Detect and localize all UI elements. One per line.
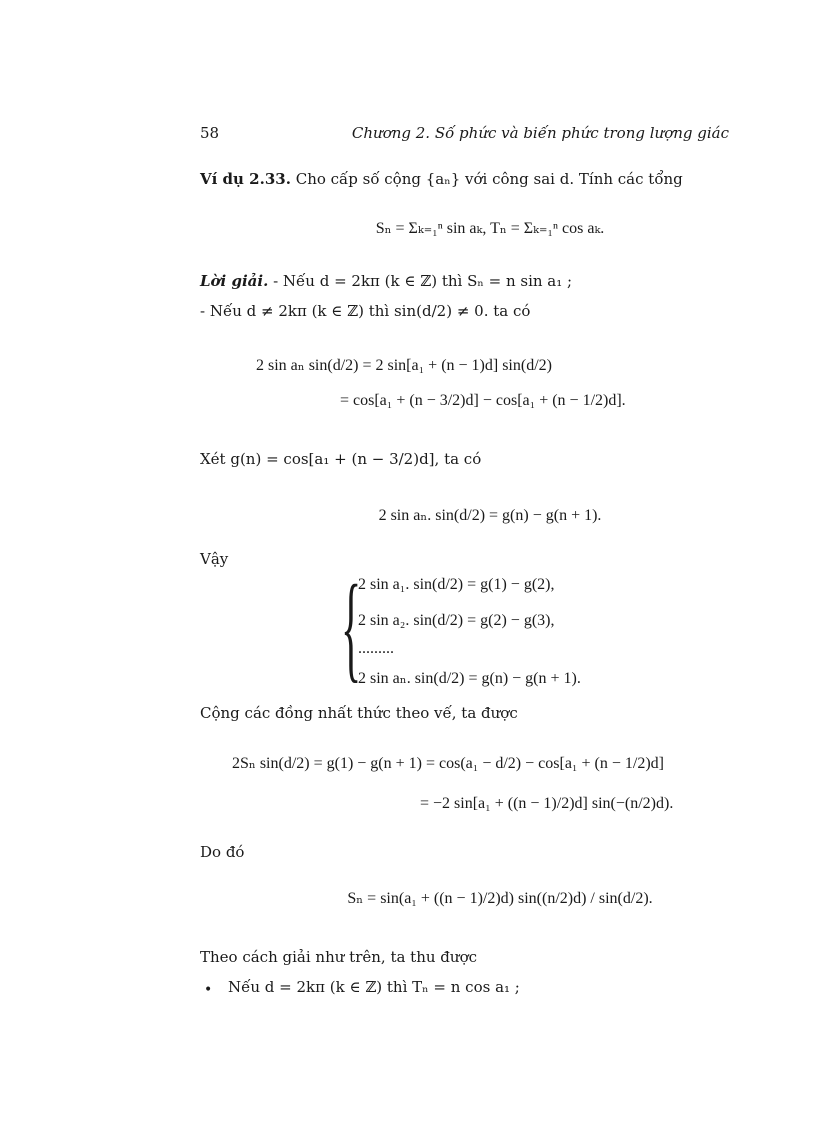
bullet-icon: •: [204, 982, 213, 998]
page-number: 58: [200, 124, 220, 142]
system-line-2: 2 sin a₂. sin(d/2) = g(2) − g(3),: [358, 612, 555, 629]
define-g: Xét g(n) = cos[a₁ + (n − 3/2)d], ta có: [200, 450, 482, 468]
example-text: Cho cấp số cộng {aₙ} với công sai d. Tính các tổng: [295, 170, 683, 188]
sum-text: Cộng các đồng nhất thức theo vế, ta được: [200, 704, 518, 722]
equation-3-line-2: = −2 sin[a₁ + ((n − 1)/2)d] sin(−(n/2)d).: [420, 795, 674, 812]
equation-2: 2 sin aₙ. sin(d/2) = g(n) − g(n + 1).: [378, 507, 602, 524]
system-line-3: .........: [358, 640, 394, 657]
solution-label: Lời giải.: [200, 272, 269, 290]
equation-1-line-2: = cos[a₁ + (n − 3/2)d] − cos[a₁ + (n − 1/2)d].: [340, 392, 626, 409]
system-line-4: 2 sin aₙ. sin(d/2) = g(n) − g(n + 1).: [358, 670, 581, 687]
equation-3-line-1: 2Sₙ sin(d/2) = g(1) − g(n + 1) = cos(a₁ − d/2) − cos[a₁ + (n − 1/2)d]: [232, 755, 664, 772]
equation-4: Sₙ = sin(a₁ + ((n − 1)/2)d) sin((n/2)d) / sin(d/2).: [347, 890, 653, 907]
solution-case-2: - Nếu d ≠ 2kπ (k ∈ ℤ) thì sin(d/2) ≠ 0. ta có: [200, 302, 531, 320]
vay-label: Vậy: [200, 550, 229, 568]
equation-1-line-1: 2 sin aₙ sin(d/2) = 2 sin[a₁ + (n − 1)d] sin(d/2): [256, 357, 552, 374]
left-brace-icon: {: [341, 560, 362, 693]
theo-cach-text: Theo cách giải như trên, ta thu được: [200, 948, 477, 966]
example-label: Ví dụ 2.33.: [200, 170, 291, 188]
solution-case-1-text: - Nếu d = 2kπ (k ∈ ℤ) thì Sₙ = n sin a₁ ;: [273, 272, 573, 290]
equation-sums: Sₙ = Σₖ₌₁ⁿ sin aₖ, Tₙ = Σₖ₌₁ⁿ cos aₖ.: [375, 220, 605, 237]
bullet-item-1: Nếu d = 2kπ (k ∈ ℤ) thì Tₙ = n cos a₁ ;: [228, 978, 520, 996]
do-do-label: Do đó: [200, 843, 245, 861]
example-statement: [200, 170, 683, 188]
solution-case-1: [200, 272, 572, 290]
chapter-title: Chương 2. Số phức và biến phức trong lượng giác: [351, 124, 729, 142]
system-line-1: 2 sin a₁. sin(d/2) = g(1) − g(2),: [358, 576, 555, 593]
